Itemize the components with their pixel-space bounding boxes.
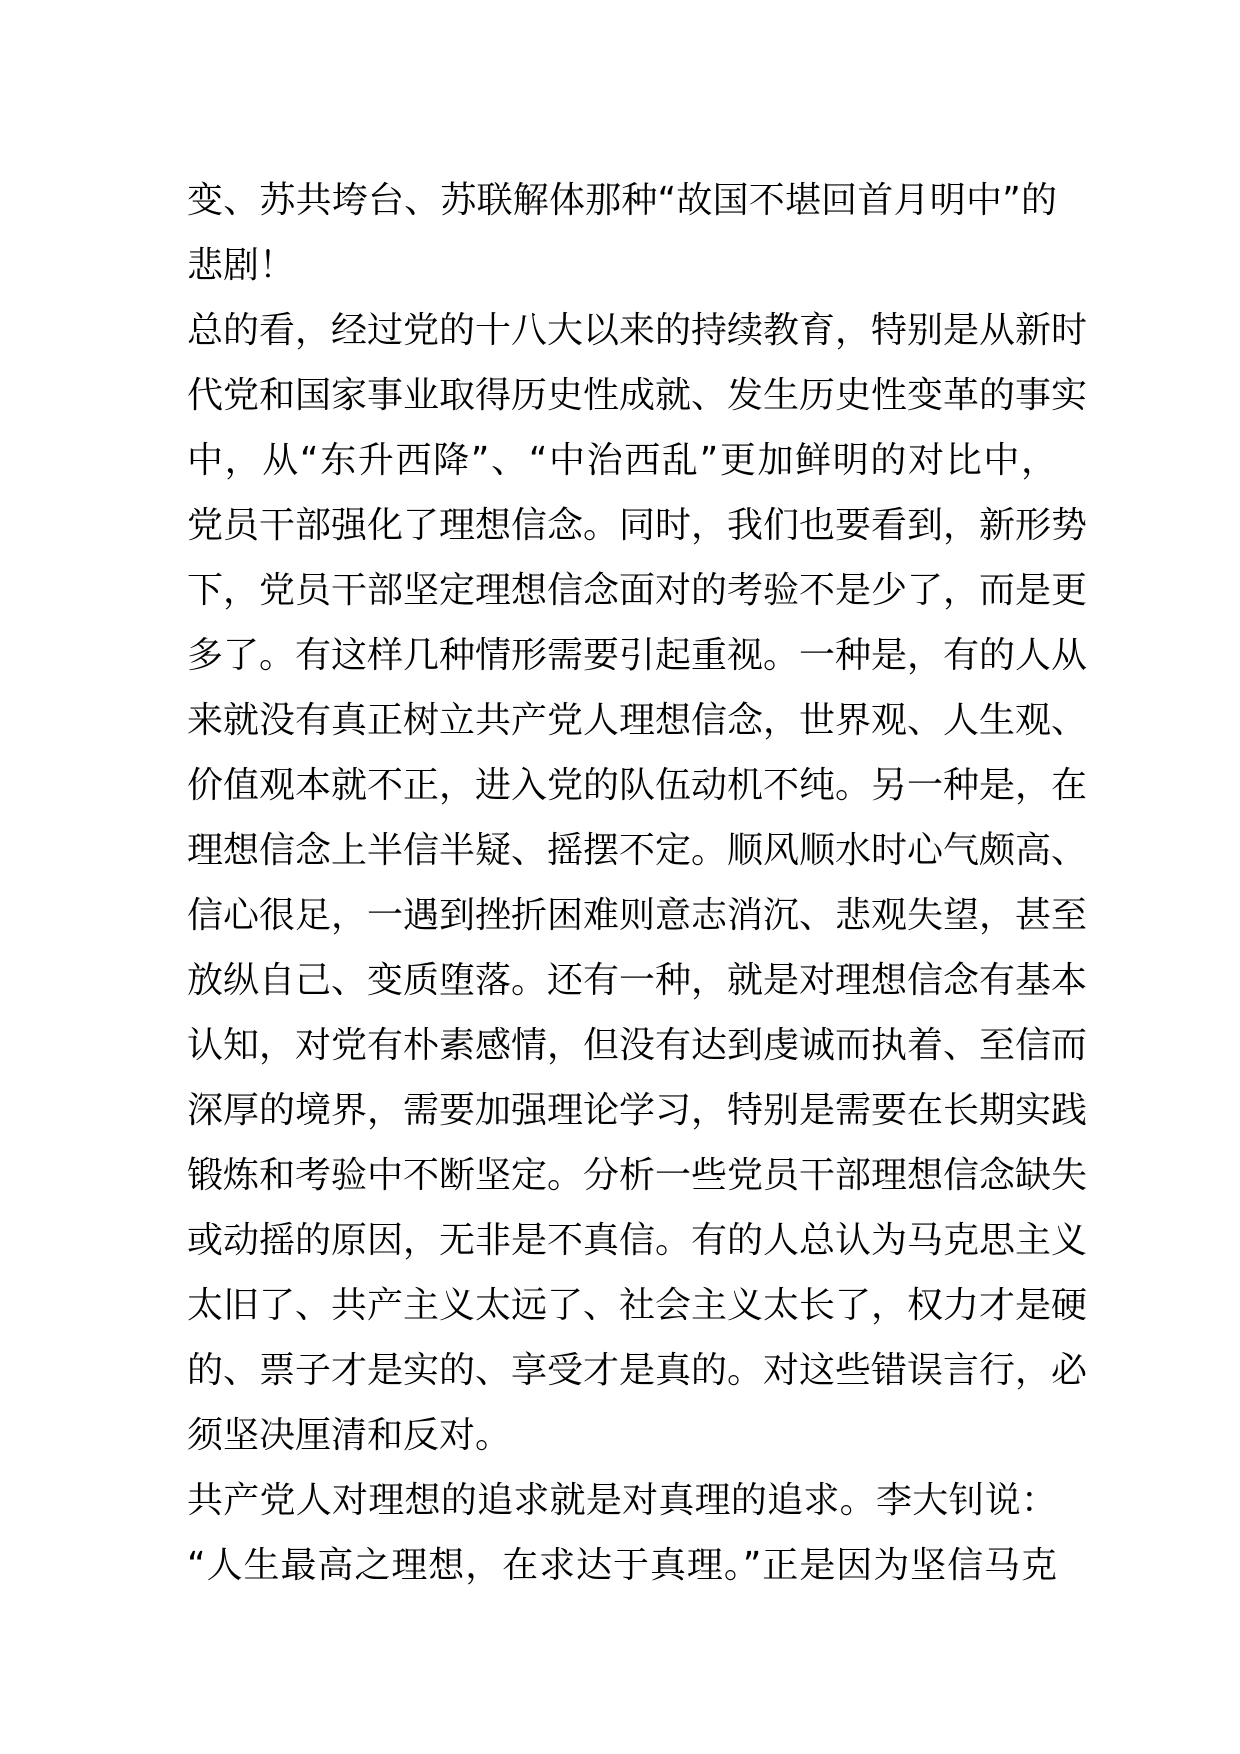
- text-line: 放纵自己、变质堕落。还有一种，就是对理想信念有基本: [187, 960, 1088, 1001]
- text-line: 下，党员干部坚定理想信念面对的考验不是少了，而是更: [187, 570, 1088, 611]
- text-line: 总的看，经过党的十八大以来的持续教育，特别是从新时: [187, 310, 1088, 351]
- text-line: 共产党人对理想的追求就是对真理的追求。李大钊说：: [187, 1480, 1057, 1521]
- text-line: 信心很足，一遇到挫折困难则意志消沉、悲观失望，甚至: [187, 895, 1088, 936]
- text-line: “人生最高之理想，在求达于真理。”正是因为坚信马克: [187, 1545, 1057, 1586]
- text-line: 或动摇的原因，无非是不真信。有的人总认为马克思主义: [187, 1220, 1088, 1261]
- text-line: 的、票子才是实的、享受才是真的。对这些错误言行，必: [187, 1350, 1088, 1391]
- text-line: 锻炼和考验中不断坚定。分析一些党员干部理想信念缺失: [187, 1155, 1088, 1196]
- text-line: 多了。有这样几种情形需要引起重视。一种是，有的人从: [187, 635, 1088, 676]
- body-text: [187, 168, 1088, 1598]
- text-line: 党员干部强化了理想信念。同时，我们也要看到，新形势: [187, 505, 1088, 546]
- text-line: 悲剧！: [187, 245, 296, 286]
- text-line: 太旧了、共产主义太远了、社会主义太长了，权力才是硬: [187, 1285, 1088, 1326]
- text-line: 认知，对党有朴素感情，但没有达到虔诚而执着、至信而: [187, 1025, 1088, 1066]
- text-line: 价值观本就不正，进入党的队伍动机不纯。另一种是，在: [187, 765, 1088, 806]
- text-line: 中，从“东升西降”、“中治西乱”更加鲜明的对比中，: [187, 440, 1057, 481]
- text-line: 变、苏共垮台、苏联解体那种“故国不堪回首月明中”的: [187, 180, 1057, 221]
- text-line: 来就没有真正树立共产党人理想信念，世界观、人生观、: [187, 700, 1088, 741]
- text-line: 理想信念上半信半疑、摇摆不定。顺风顺水时心气颇高、: [187, 830, 1088, 871]
- text-line: 深厚的境界，需要加强理论学习，特别是需要在长期实践: [187, 1090, 1088, 1131]
- text-line: 代党和国家事业取得历史性成就、发生历史性变革的事实: [187, 375, 1088, 416]
- text-line: 须坚决厘清和反对。: [187, 1415, 512, 1456]
